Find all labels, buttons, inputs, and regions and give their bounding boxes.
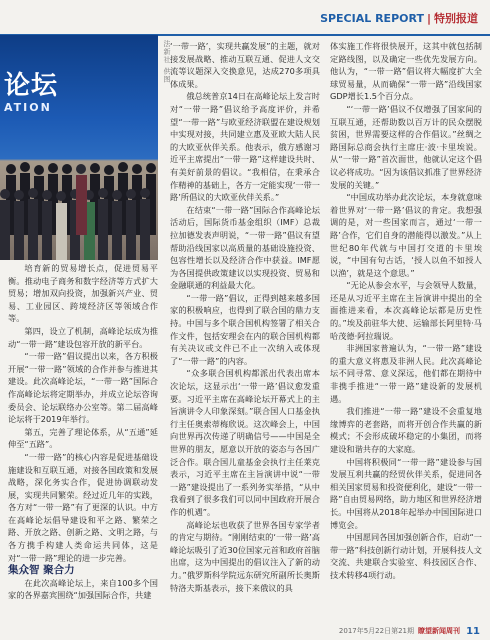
paragraph: “‘一带一路’倡议不仅增强了国家间的互联互通，还帮助数以百万计的民众摆脱贫困，世界需要这样的合作倡议。”丝绸之路国际总商会执行主席庄·波·卡里埃说。从“一带一路”首次面世，他就认定这个倡议必将成功。“因为该倡议抓准了世界经济发展的关键。” bbox=[330, 103, 482, 190]
text-column-3 bbox=[330, 40, 482, 582]
page-number: 11 bbox=[466, 626, 480, 637]
header-separator: | bbox=[426, 12, 431, 25]
paragraph: 在此次高峰论坛上，来自100多个国家的各界嘉宾围绕“加强国际合作，共建 bbox=[8, 577, 158, 601]
footer-issue bbox=[339, 626, 460, 636]
text-column-1 bbox=[8, 262, 158, 602]
paragraph: 第四，设立了机制，高峰论坛成为推动“一带一路”建设包容开放的新平台。 bbox=[8, 325, 158, 349]
paragraph: 非洲国家普遍认为，“一带一路”建设的重大意义将惠及非洲人民。此次高峰论坛不同寻常、意义深远，他们都在期待中非携手推进“一带一路”建设新的发展机遇。 bbox=[330, 343, 482, 404]
paragraph: 中国愿同各国加强创新合作，启动“一带一路”科技创新行动计划，开展科技人文交流、共建联合实验室、科技园区合作、技术转移4项行动。 bbox=[330, 532, 482, 580]
paragraph: 培育新的贸易增长点，促进贸易平衡。推动电子商务和数字经济等方式扩大贸易；增加双向投资，加强新兴产业、贸易、工业园区、跨境经济区等领域合作等。 bbox=[8, 263, 158, 324]
paragraph: 第五，完善了理论体系，从“五通”延伸至“五路”。 bbox=[8, 426, 158, 450]
paragraph: ‘一带一路’，实现共赢发展”的主题，就对接发展战略、推动互联互通、促进人文交流等议题深入交换意见，达成270多项具体成果。 bbox=[170, 41, 320, 89]
photo-credit: 法新社 供图 bbox=[163, 40, 171, 84]
paragraph: 俄总统普京14日在高峰论坛上发言时对“一带一路”倡议给予高度评价，并希望“一带一路”与欧亚经济联盟在建设规划中实现对接，共同建立惠及亚欧大陆人民的大欧亚伙伴关系。他表示，俄方感谢习近平主席提出“一带一路”这样建设共时、有美好前景的倡议。“我相信，在秉承合作精神的基础上，各方一定能实现‘一带一路’所倡议的大欧亚伙伴关系。” bbox=[170, 91, 320, 203]
paragraph: “一带一路”倡议提出以来，各方积极开展“一带一路”领域的合作并参与推进其建设。此次高峰论坛，“一带一路”国际合作高峰论坛将定期举办，并成立论坛咨询委员会、论坛联络办公室等。第二届高峰论坛将于2019年举行。 bbox=[8, 351, 158, 425]
paragraph: “一带一路”的核心内容是促进基础设施建设和互联互通，对接各国政策和发展战略，深化务实合作，促进协调联动发展，实现共同繁荣。经过近几年的实践，各方对“一带一路”有了更深的认识。中方在高峰论坛倡导建设和平之路、繁荣之路、开放之路、创新之路、文明之路，与各方携手构建人类命运共同体，这是对“一带一路”理论的进一步完善。 bbox=[8, 451, 158, 563]
section-label-en: SPECIAL REPORT bbox=[320, 12, 424, 25]
paragraph: 在结束“一带一路”国际合作高峰论坛活动后，国际货币基金组织（IMF）总裁拉加德发表声明说，“一带一路”倡议有望帮助沿线国家以高质量的基础设施投资、包容性增长以及经济合作中获益。IMF愿为各国提供政策建议以实现投资、贸易和金融联通的利益最大化。 bbox=[170, 204, 320, 291]
paragraph: “中国成功举办此次论坛，本身就意味着世界对‘一带一路’倡议的肯定。我想强调的是，对一些国家而言，通过‘一带一路’合作，它们自身的潜能得以激发。”从上世纪80年代就与中国打交道的卡里埃说，“中国有句古话，‘授人以鱼不如授人以渔’，就是这个意思。” bbox=[330, 192, 482, 278]
section-label-cn: 特别报道 bbox=[434, 12, 478, 25]
section-header bbox=[320, 10, 478, 26]
magazine-brand: 瞭望新闻周刊 bbox=[418, 627, 460, 635]
paragraph: 中国将积极同“一带一路”建设参与国发展互利共赢的经贸伙伴关系，促进同各相关国家贸易和投资便利化，建设“一带一路”自由贸易网络，助力地区和世界经济增长。中国将从2018年起举办中国国际进口博览会。 bbox=[330, 456, 482, 530]
photo-banner-chinese: 论坛 bbox=[4, 71, 59, 101]
issue-date: 2017年5月22日第21期 bbox=[338, 627, 414, 635]
paragraph: 我们推进“一带一路”建设不会重复地缘博弈的老套路，而将开创合作共赢的新模式；不会形成破坏稳定的小集团，而将建设和谐共存的大家庭。 bbox=[330, 406, 482, 454]
paragraph: 高峰论坛也收获了世界各国专家学者的肯定与期待。“刚刚结束的‘一带一路’高峰论坛吸引了近30位国家元首和政府首脑出席，这为中国提出的倡议注入了新的动力。”俄罗斯科学院远东研究所副所长奥斯特洛夫斯基表示，接下来俄议的具 bbox=[170, 519, 320, 593]
footer-bar bbox=[0, 622, 490, 640]
paragraph: “一带一路”倡议，正得到越来越多国家的积极响应，也得到了联合国的鼎力支持。中国与多个联合国机构签署了相关合作文件，包括安理会在内的联合国机构都有关决议或文件已不止一次纳入或体现了“一带一路”的内容。 bbox=[170, 292, 320, 366]
paragraph: 体实施工作将很快展开，这其中就包括制定路线图，以及确定一些优先发展方向。他认为，“一带一路”倡议将大幅度扩大全球贸易量，从而确保“一带一路”沿线国家GDP增长1.5个百分点。 bbox=[330, 41, 482, 102]
paragraph: “无论从参会水平，与会领导人数量，还是从习近平主席在主旨演讲中提出的全面推进来看，本次高峰论坛都是历史性的。”埃及前驻华大使、运输部长阿里特·马哈茂德·阿拉瑞说。 bbox=[330, 280, 482, 341]
photo-banner-english: ATION bbox=[4, 101, 52, 114]
paragraph: “众多联合国机构都派出代表出席本次论坛，这显示出‘一带一路’倡议愈发重要。习近平主席在高峰论坛开幕式上的主旨演讲令人印象深刻。”联合国人口基金执行主任奥索蒂梅欣说。这次峰会上，中国向世界再次传递了明确信号——中国是全世界的朋友，愿意以开放的姿态与各国广泛合作。联合国儿童基金会执行主任莱克表示，习近平主席在主旨演讲中说“一带一路”建设提出了一系列务实举措，“从中我看到了很多我们可以同中国政府开展合作的机遇”。 bbox=[170, 368, 320, 517]
text-column-2 bbox=[170, 40, 320, 594]
header-bar bbox=[0, 0, 490, 36]
forum-group-photo bbox=[0, 35, 158, 260]
section-heading: 集众智 聚合力 bbox=[8, 564, 75, 577]
